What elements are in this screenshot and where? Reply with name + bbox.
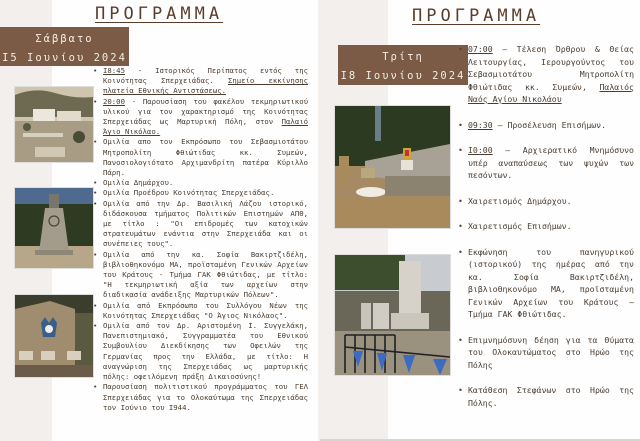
- program-item: • Ι8:45 - Ιστορικός Περίπατος εντός της Κοινότητας Σπερχειάδας. Σημείο εκκίνησης πλατεία Εθνικής Αντιστάσεως.: [93, 66, 308, 97]
- program-item: • 07:00 – Τέλεση Όρθρου & Θείας Λειτουργίας, Ιερουργούντος του Σεβασμιοτάτου Μητροπολίτη Φθιώτιδας κκ. Συμεών, Παλαιός Ναός Αγίου Νικολάου: [458, 43, 634, 106]
- location-link[interactable]: Παλαιό Άγιο Νικόλαο.: [103, 117, 308, 137]
- program-list: [458, 43, 634, 422]
- program-list: [93, 66, 308, 413]
- item-time: 20:00: [103, 96, 125, 106]
- church-wall-photo: [14, 294, 94, 378]
- program-item: • Χαιρετισμός Επισήμων.: [458, 220, 634, 233]
- date-day: Τρίτη: [382, 51, 424, 63]
- date-badge: [338, 45, 468, 85]
- program-item: • Επιμνημόσυνη δέηση για τα Θύματα του Ολοκαυτώματος στο Ηρώο της Πόλης: [458, 334, 634, 372]
- date-full: Ι5 Ιουνίου 2024: [2, 52, 127, 64]
- program-item: • Ομιλία Δημάρχου.: [93, 178, 308, 188]
- program-item: • Ομιλία από τον Δρ. Αριστομένη Ι. Συγγελάκη, Πανεπιστημιακό, Συγγραμματέα του Εθνικού Συμβουλίου Διεκδίκησης των Οφειλών της Γερμανίας προς την Ελλάδα, με τίτλο: Η αναγνώριση της Σπερχειάδας ως μαρτυρικής πόλης: οφειλόμενη πράξη Δικαιοσύνης!: [93, 321, 308, 382]
- program-item: • 09:30 – Προσέλευση Επισήμων.: [458, 119, 634, 132]
- program-item: • 20:00 - Παρουσίαση του φακέλου τεκμηριωτικού υλικού για τον χαρακτηρισμό της Κοινότητας Σπερχειάδας ως Μαρτυρική Πόλη, στον Παλαιό Άγιο Νικόλαο.: [93, 97, 308, 138]
- program-item: • Εκφώνηση του πανηγυρικού (ιστορικού) της ημέρας από την κα. Σοφία Βακιρτζιδέλη, βιβλιοθηκονόμο ΜΑ, προϊσταμένη Γενικών Αρχείων του Κράτους – Τμήμα ΓΑΚ Φθιώτιδας.: [458, 246, 634, 321]
- program-item: • Ομιλία από Εκπρόσωπο του Συλλόγου Νέων της Κοινότητας Σπερχειάδας "Ο Άγιος Νικόλαος".: [93, 301, 308, 321]
- program-item: • Ομιλία από την κα. Σοφία Βακιρτζιδέλη, βιβλιοθηκονόμο ΜΑ, προϊσταμένη Γενικών Αρχείων του Κράτους - Τμήμα ΓΑΚ Φθιώτιδας, με τίτλο: "Η τεκμηριωτική αξία των αρχείων στην διαδικασία ανάδειξης Μαρτυρικών Πόλεων".: [93, 250, 308, 301]
- monument-bust-photo: [14, 187, 94, 269]
- item-time: 09:30: [468, 119, 493, 130]
- program-item: • Ομιλία από την Δρ. Βασιλική Λάζου ιστορικό, διδάσκουσα τμήματος Πολιτικών Επιστημών ΑΠΘ, με τίτλο : "Οι επιδρομές των κατοχικών στρατευμάτων ενάντια στην Σπερχειάδα και οι συνέπειες τους".: [93, 199, 308, 250]
- date-badge: [0, 27, 129, 66]
- date-full: Ι8 Ιουνίου 2024: [340, 70, 466, 82]
- program-item: • Κατάθεση Στεφάνων στο Ηρώο της Πόλης.: [458, 384, 634, 409]
- location-link[interactable]: Σημείο εκκίνησης πλατεία Εθνικής Αντιστάσεως.: [103, 76, 308, 96]
- item-time: 07:00: [468, 44, 493, 54]
- location-link[interactable]: Παλαιός Ναός Αγίου Νικολάου: [468, 81, 634, 104]
- date-day: Σάββατο: [35, 33, 94, 45]
- page-title: ΠΡΟΓΡΑΜΜΑ: [95, 4, 224, 24]
- program-item: • Παρουσίαση πολιτιστικού προγράμματος του ΓΕΛ Σπερχειάδας για το Ολοκαύτωμα της Σπερχειάδας τον Ιούνιο του Ι944.: [93, 382, 308, 413]
- page-title: ΠΡΟΓΡΑΜΜΑ: [412, 6, 541, 26]
- item-time: Ι8:45: [103, 66, 125, 75]
- program-item: • Ι0:00 – Αρχιερατικό Μνημόσυνο υπέρ αναπαύσεως των ψυχών των πεσόντων.: [458, 144, 634, 182]
- program-item: • Ομιλία Προέδρου Κοινότητας Σπερχειάδας.: [93, 188, 308, 198]
- left-page: [0, 0, 318, 441]
- program-item: • Χαιρετισμός Δημάρχου.: [458, 195, 634, 208]
- archaeological-site-photo: [334, 105, 451, 229]
- program-item: • Ομιλία απο τον Εκπρόσωπο του Σεβασμιοτάτου Μητροπολίτη Φθιώτιδας κκ. Συμεών, Πανοσιολογιότατο Αρχιμανδρίτη πατέρα Κύριλλο Πάρη.: [93, 137, 308, 178]
- right-page: [320, 0, 640, 441]
- village-square-photo: [14, 86, 94, 163]
- item-time: Ι0:00: [468, 145, 493, 155]
- heroon-memorial-photo: [334, 254, 451, 376]
